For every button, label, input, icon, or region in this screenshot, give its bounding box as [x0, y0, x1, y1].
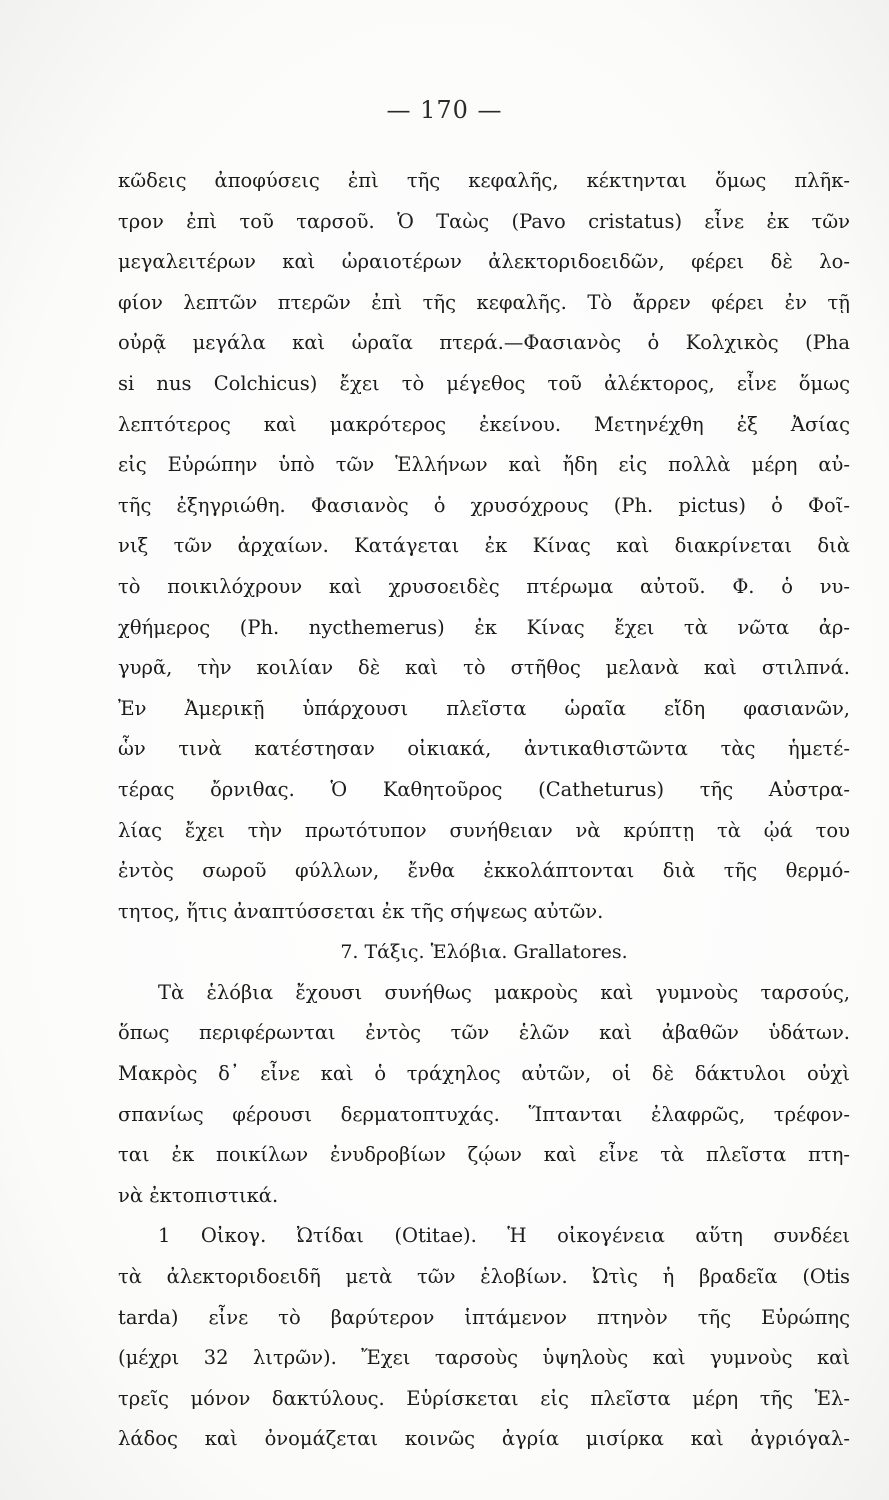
text-line: τητος, ἥτις ἀναπτύσσεται ἐκ τῆς σήψεως αὐτῶν. [118, 899, 604, 923]
text-line: νιξ τῶν ἀρχαίων. Κατάγεται ἐκ Κίνας καὶ διακρίνεται διὰ [118, 534, 850, 558]
body-text [118, 161, 850, 1460]
text-line: τῆς ἐξηγριώθη. Φασιανὸς ὁ χρυσόχρους (Ph. pictus) ὁ Φοῖ- [118, 493, 850, 517]
text-line: Μακρὸς δ᾿ εἶνε καὶ ὁ τράχηλος αὐτῶν, οἱ δὲ δάκτυλοι οὐχὶ [118, 1062, 850, 1086]
text-line: τὰ ἀλεκτοριδοειδῆ μετὰ τῶν ἑλοβίων. Ὠτὶς ἡ βραδεῖα (Otis [118, 1265, 850, 1289]
text-line: τέρας ὄρνιθας. Ὁ Καθητοῦρος (Catheturus) τῆς Αὐστρα- [118, 777, 850, 801]
text-line: 1 Οἰκογ. Ὠτίδαι (Otitae). Ἡ οἰκογένεια αὕτη συνδέει [158, 1224, 850, 1248]
text-line: Ἐν Ἀμερικῇ ὑπάρχουσι πλεῖστα ὡραῖα εἴδη φασιανῶν, [118, 696, 850, 720]
text-line: ὧν τινὰ κατέστησαν οἰκιακά, ἀντικαθιστῶντα τὰς ἡμετέ- [118, 737, 850, 761]
text-line: si nus Colchicus) ἔχει τὸ μέγεθος τοῦ ἀλέκτορος, εἶνε ὅμως [118, 371, 850, 395]
text-line: νὰ ἐκτοπιστικά. [118, 1183, 279, 1207]
text-line: εἰς Εὐρώπην ὑπὸ τῶν Ἑλλήνων καὶ ἤδη εἰς πολλὰ μέρη αὐ- [118, 453, 850, 477]
text-line: μεγαλειτέρων καὶ ὡραιοτέρων ἀλεκτοριδοειδῶν, φέρει δὲ λο- [118, 250, 850, 274]
text-line: (μέχρι 32 λιτρῶν). Ἔχει ταρσοὺς ὑψηλοὺς καὶ γυμνοὺς καὶ [118, 1346, 850, 1370]
text-line: λίας ἔχει τὴν πρωτότυπον συνήθειαν νὰ κρύπτῃ τὰ ᾠά του [118, 818, 850, 842]
text-line: τρον ἐπὶ τοῦ ταρσοῦ. Ὁ Ταὼς (Pavo cristatus) εἶνε ἐκ τῶν [118, 209, 850, 233]
text-line: σπανίως φέρουσι δερματοπτυχάς. Ἵπτανται ἐλαφρῶς, τρέφον- [118, 1102, 850, 1126]
text-line: οὐρᾷ μεγάλα καὶ ὡραῖα πτερά.—Φασιανὸς ὁ Κολχικὸς (Pha [118, 331, 850, 355]
text-line: ἐντὸς σωροῦ φύλλων, ἔνθα ἐκκολάπτονται διὰ τῆς θερμό- [118, 859, 850, 883]
text-line: γυρᾶ, τὴν κοιλίαν δὲ καὶ τὸ στῆθος μελανὰ καὶ στιλπνά. [118, 656, 850, 680]
text-line: λεπτότερος καὶ μακρότερος ἐκείνου. Μετηνέχθη ἐξ Ἀσίας [118, 412, 850, 436]
section-heading: 7. Τάξις. Ἑλόβια. Grallatores. [340, 941, 628, 964]
text-line: Τὰ ἑλόβια ἔχουσι συνήθως μακροὺς καὶ γυμνοὺς ταρσούς, [158, 980, 850, 1004]
text-line: φίον λεπτῶν πτερῶν ἐπὶ τῆς κεφαλῆς. Τὸ ἄρρεν φέρει ἐν τῇ [118, 290, 850, 314]
text-line: ὅπως περιφέρωνται ἐντὸς τῶν ἑλῶν καὶ ἀβαθῶν ὑδάτων. [118, 1021, 850, 1045]
text-line: κῶδεις ἀποφύσεις ἐπὶ τῆς κεφαλῆς, κέκτηνται ὅμως πλῆκ- [118, 169, 850, 192]
page-number: — 170 — [386, 96, 503, 124]
text-line: τὸ ποικιλόχρουν καὶ χρυσοειδὲς πτέρωμα αὐτοῦ. Φ. ὁ νυ- [118, 574, 850, 598]
text-line: ται ἐκ ποικίλων ἐνυδροβίων ζῴων καὶ εἶνε τὰ πλεῖστα πτη- [118, 1143, 850, 1167]
text-line: χθήμερος (Ph. nycthemerus) ἐκ Κίνας ἔχει τὰ νῶτα ἀρ- [118, 615, 850, 639]
text-line: τρεῖς μόνον δακτύλους. Εὑρίσκεται εἰς πλεῖστα μέρη τῆς Ἑλ- [118, 1386, 850, 1410]
text-line: tarda) εἶνε τὸ βαρύτερον ἱπτάμενον πτηνὸν τῆς Εὐρώπης [118, 1305, 850, 1329]
text-line: λάδος καὶ ὀνομάζεται κοινῶς ἀγρία μισίρκα καὶ ἀγριόγαλ- [118, 1427, 850, 1451]
